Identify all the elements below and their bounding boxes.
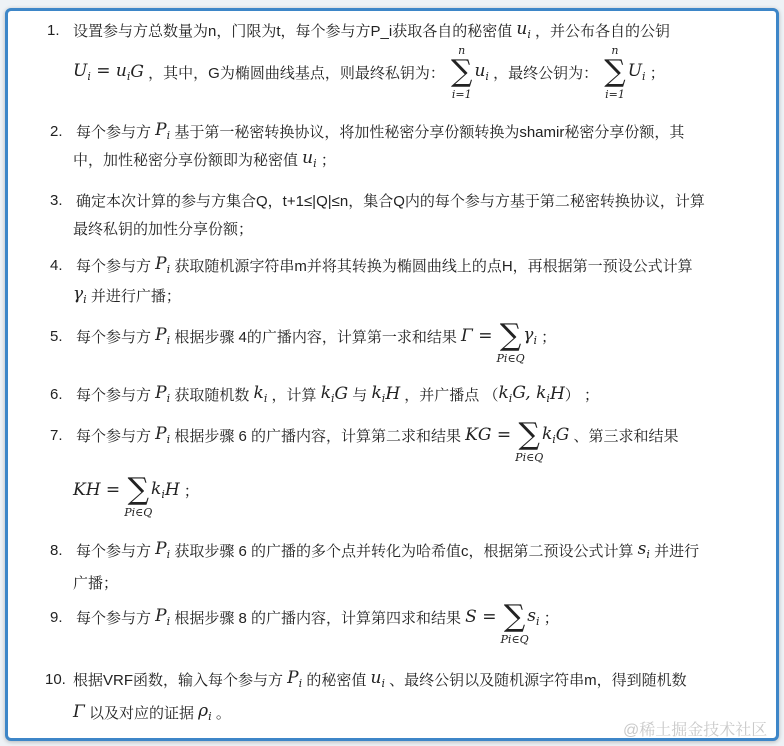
step-1-line-2 bbox=[73, 44, 665, 101]
step-10-line-2 bbox=[73, 700, 231, 724]
text-segment: 根据VRF函数，输入每个参与方 bbox=[73, 671, 288, 689]
math-base: H bbox=[385, 384, 401, 404]
text-segment: 根据步骤 6 的广播内容，计算第二求和结果 bbox=[170, 427, 466, 445]
math-base: γ bbox=[73, 284, 84, 304]
text-segment: ） ； bbox=[564, 386, 599, 404]
text-segment: 与 bbox=[348, 386, 372, 404]
math-subscript: i bbox=[527, 28, 531, 41]
math-subscript: i bbox=[381, 677, 385, 690]
step-number: 6. bbox=[50, 385, 63, 403]
math-symbol bbox=[542, 424, 556, 446]
math-subscript: i bbox=[546, 392, 550, 405]
math-subscript: i bbox=[508, 392, 513, 405]
math-base: γ bbox=[523, 325, 534, 345]
sigma-sign: ∑ bbox=[127, 472, 149, 507]
text-segment: 确定本次计算的参与方集合Q，t+1≤|Q|≤n，集合Q内的每个参与方基于第二秘密转换协议，计算 bbox=[76, 192, 705, 210]
math-symbol bbox=[198, 701, 212, 723]
text-segment: 并进行广播； bbox=[86, 287, 181, 305]
text-segment: ，其中，G为椭圆曲线基点，则最终私钥为： bbox=[144, 64, 450, 82]
text-segment: 每个参与方 bbox=[76, 609, 156, 627]
step-2-line-1 bbox=[50, 119, 685, 143]
math-base: P bbox=[155, 325, 167, 345]
text-segment: 获取步骤 6 的广播的多个点并转化为哈希值c，根据第二预设公式计算 bbox=[170, 542, 638, 560]
math-base: ρ bbox=[198, 701, 209, 721]
math-subscript: i bbox=[646, 548, 650, 561]
step-3-line-1 bbox=[50, 188, 705, 212]
step-7-line-2 bbox=[73, 472, 199, 519]
math-symbol bbox=[155, 383, 170, 405]
math-subscript: i bbox=[166, 548, 171, 561]
step-2-line-2 bbox=[73, 147, 336, 171]
math-subscript: i bbox=[161, 488, 165, 501]
math-symbol bbox=[385, 384, 400, 404]
summation-symbol bbox=[124, 472, 153, 519]
step-1-line-1 bbox=[47, 18, 671, 42]
math-subscript: i bbox=[331, 392, 335, 405]
math-symbol bbox=[155, 606, 170, 628]
text-segment: 根据步骤 4的广播内容，计算第一求和结果 bbox=[170, 328, 462, 346]
math-symbol bbox=[335, 384, 349, 404]
text-segment: 的秘密值 bbox=[302, 671, 371, 689]
math-base: P bbox=[155, 606, 167, 626]
sum-lower-limit: i=1 bbox=[605, 88, 625, 101]
sum-lower-limit: i=1 bbox=[451, 88, 472, 101]
sigma-sign: ∑ bbox=[518, 417, 540, 452]
math-base: k bbox=[541, 424, 553, 444]
step-4-line-1 bbox=[50, 253, 693, 277]
text-segment: 获取随机数 bbox=[170, 386, 254, 404]
math-symbol bbox=[155, 254, 170, 276]
text-segment: 最终私钥的加性分享份额； bbox=[73, 220, 254, 238]
sum-lower-limit: Pi∈Q bbox=[500, 633, 529, 646]
math-base: k bbox=[320, 383, 331, 403]
sum-lower-limit: Pi∈Q bbox=[496, 352, 525, 365]
text-segment: ，计算 bbox=[267, 386, 321, 404]
step-9-line-1 bbox=[50, 599, 559, 646]
math-base: U bbox=[73, 61, 88, 81]
text-segment: 根据步骤 8 的广播内容，计算第四求和结果 bbox=[170, 609, 466, 627]
math-symbol bbox=[498, 383, 512, 405]
math-subscript: i bbox=[552, 433, 556, 446]
math-symbol bbox=[523, 325, 537, 347]
watermark: @稀土掘金技术社区 bbox=[623, 722, 768, 739]
text-segment: 每个参与方 bbox=[76, 123, 156, 141]
text-segment: 每个参与方 bbox=[76, 427, 156, 445]
document-frame bbox=[5, 8, 779, 741]
math-symbol bbox=[130, 62, 144, 82]
math-symbol bbox=[155, 424, 170, 446]
math-base: KG = bbox=[465, 425, 517, 445]
step-number: 2. bbox=[50, 122, 63, 140]
math-subscript: i bbox=[83, 293, 87, 306]
math-subscript: i bbox=[298, 677, 303, 690]
text-segment: 每个参与方 bbox=[76, 542, 156, 560]
sigma-sign: ∑ bbox=[451, 54, 473, 89]
math-subscript: i bbox=[166, 433, 171, 446]
math-symbol bbox=[73, 702, 85, 722]
math-symbol bbox=[556, 425, 570, 445]
math-base: u bbox=[474, 61, 486, 81]
summation-symbol bbox=[604, 44, 626, 101]
math-symbol bbox=[91, 61, 131, 83]
summation-symbol bbox=[496, 318, 525, 365]
math-base: Γ = bbox=[461, 326, 498, 346]
math-base: H bbox=[549, 384, 565, 404]
step-number: 10. bbox=[45, 670, 66, 688]
step-number: 7. bbox=[50, 426, 63, 444]
math-symbol bbox=[527, 606, 539, 628]
math-base: P bbox=[155, 539, 167, 559]
math-base: k bbox=[151, 479, 162, 499]
math-symbol bbox=[321, 383, 335, 405]
math-base: G bbox=[130, 62, 144, 82]
text-segment: ； bbox=[537, 328, 557, 346]
step-6-line-1 bbox=[50, 382, 599, 406]
math-subscript: i bbox=[536, 615, 540, 628]
math-subscript: i bbox=[485, 70, 489, 83]
summation-symbol bbox=[451, 44, 473, 101]
math-symbol bbox=[371, 668, 385, 690]
math-subscript: i bbox=[533, 334, 537, 347]
math-subscript: i bbox=[208, 710, 212, 723]
step-7-line-1 bbox=[50, 417, 679, 464]
sum-upper-limit: n bbox=[611, 44, 619, 57]
step-number: 5. bbox=[50, 327, 63, 345]
math-symbol bbox=[287, 668, 302, 690]
math-symbol bbox=[73, 61, 91, 83]
math-symbol bbox=[73, 480, 126, 500]
text-segment: ； bbox=[539, 609, 559, 627]
text-segment: ，最终公钥为： bbox=[488, 64, 603, 82]
math-symbol bbox=[254, 383, 268, 405]
text-segment: 基于第一秘密转换协议，将加性秘密分享份额转换为shamir秘密分享份额，其 bbox=[170, 123, 685, 141]
text-segment: 。 bbox=[211, 704, 231, 722]
math-base: G, k bbox=[512, 383, 547, 403]
math-base: KH = bbox=[73, 480, 126, 500]
text-segment: 设置参与方总数量为n，门限为t，每个参与方P_i获取各自的秘密值 bbox=[73, 22, 517, 40]
math-base: P bbox=[155, 254, 167, 274]
math-base: s bbox=[637, 539, 647, 559]
summation-symbol bbox=[515, 417, 544, 464]
text-segment: 获取随机源字符串m并将其转换为椭圆曲线上的点H，再根据第一预设公式计算 bbox=[170, 257, 693, 275]
step-8-line-2 bbox=[73, 570, 118, 594]
sum-lower-limit: Pi∈Q bbox=[124, 506, 153, 519]
math-symbol bbox=[73, 284, 87, 306]
text-segment: 、第三求和结果 bbox=[569, 427, 679, 445]
math-base: P bbox=[287, 668, 299, 688]
text-segment: 每个参与方 bbox=[76, 328, 156, 346]
math-subscript: i bbox=[166, 334, 171, 347]
text-segment: 、最终公钥以及随机源字符串m，得到随机数 bbox=[384, 671, 687, 689]
math-base: H bbox=[164, 480, 180, 500]
math-symbol bbox=[461, 326, 498, 346]
math-symbol bbox=[302, 148, 316, 170]
math-symbol bbox=[465, 425, 516, 445]
math-symbol bbox=[516, 19, 530, 41]
math-symbol bbox=[155, 539, 170, 561]
math-symbol bbox=[371, 383, 385, 405]
math-base: U bbox=[627, 61, 643, 81]
math-symbol bbox=[155, 120, 170, 142]
text-segment: ，并公布各自的公钥 bbox=[530, 22, 671, 40]
math-base: k bbox=[253, 383, 264, 403]
math-subscript: i bbox=[166, 263, 171, 276]
math-subscript: i bbox=[166, 615, 171, 628]
math-subscript: i bbox=[166, 129, 171, 142]
math-symbol bbox=[512, 383, 550, 405]
math-subscript: i bbox=[87, 70, 91, 83]
step-10-line-1 bbox=[45, 667, 687, 691]
text-segment: 以及对应的证据 bbox=[84, 704, 199, 722]
sum-upper-limit: n bbox=[458, 44, 466, 57]
sigma-sign: ∑ bbox=[499, 318, 522, 353]
step-number: 8. bbox=[50, 541, 63, 559]
math-base: P bbox=[155, 383, 167, 403]
math-symbol bbox=[628, 61, 646, 83]
step-number: 1. bbox=[47, 21, 60, 39]
step-4-line-2 bbox=[73, 283, 181, 307]
math-base: G bbox=[555, 425, 570, 445]
math-symbol bbox=[474, 61, 488, 83]
step-number: 4. bbox=[50, 256, 63, 274]
text-segment: ； bbox=[179, 482, 199, 500]
math-symbol bbox=[465, 607, 502, 627]
math-base: u bbox=[302, 148, 314, 168]
math-base: k bbox=[498, 383, 509, 403]
math-subscript: i bbox=[381, 392, 386, 405]
text-segment: 每个参与方 bbox=[76, 386, 156, 404]
step-number: 3. bbox=[50, 191, 63, 209]
text-segment: ，并广播点 （ bbox=[400, 386, 499, 404]
math-base: k bbox=[371, 383, 382, 403]
math-base: P bbox=[155, 120, 167, 140]
text-segment: ； bbox=[316, 151, 336, 169]
math-subscript: i bbox=[642, 70, 646, 83]
step-number: 9. bbox=[50, 608, 63, 626]
math-symbol bbox=[638, 539, 650, 561]
text-segment: 每个参与方 bbox=[76, 257, 156, 275]
math-base: G bbox=[334, 384, 349, 404]
step-3-line-2 bbox=[73, 216, 253, 240]
step-5-line-1 bbox=[50, 318, 557, 365]
math-symbol bbox=[155, 325, 170, 347]
math-base: u bbox=[516, 19, 528, 39]
math-base: u bbox=[370, 668, 382, 688]
math-base: Γ bbox=[73, 702, 85, 722]
sigma-sign: ∑ bbox=[503, 599, 526, 634]
math-subscript: i bbox=[263, 392, 268, 405]
math-subscript: i bbox=[313, 157, 317, 170]
text-segment: 并进行 bbox=[649, 542, 700, 560]
step-8-line-1 bbox=[50, 538, 700, 562]
math-base: S = bbox=[465, 607, 502, 627]
math-subscript: i bbox=[166, 392, 171, 405]
sigma-sign: ∑ bbox=[604, 54, 626, 89]
math-symbol bbox=[151, 479, 165, 501]
math-base: P bbox=[155, 424, 167, 444]
math-symbol bbox=[165, 480, 180, 500]
math-base: s bbox=[527, 606, 537, 626]
math-subscript: i bbox=[126, 70, 131, 83]
sum-lower-limit: Pi∈Q bbox=[515, 451, 544, 464]
text-segment: 中，加性秘密分享份额即为秘密值 bbox=[73, 151, 303, 169]
text-segment: ； bbox=[645, 64, 665, 82]
math-base: = u bbox=[90, 61, 127, 81]
math-symbol bbox=[550, 384, 565, 404]
text-segment: 广播； bbox=[73, 574, 119, 592]
summation-symbol bbox=[500, 599, 529, 646]
